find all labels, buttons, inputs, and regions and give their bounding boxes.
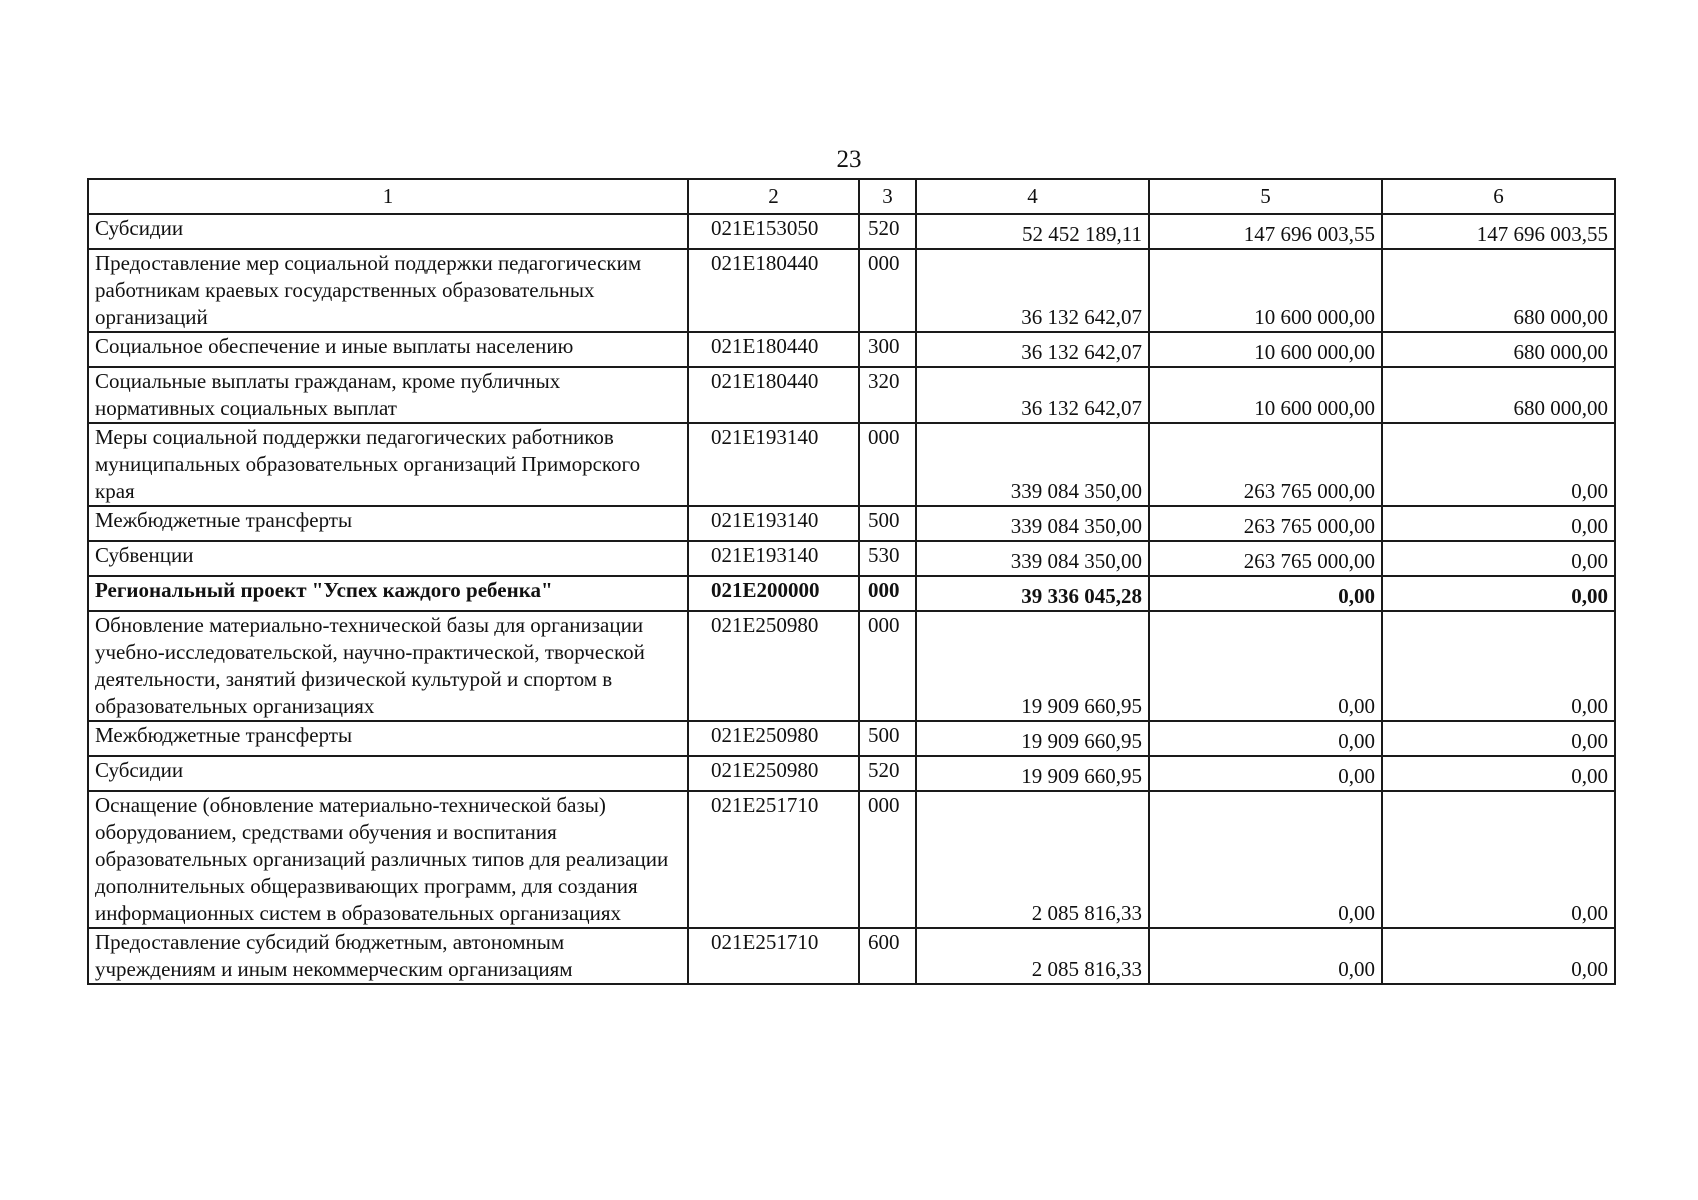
row-amount-col5: 10 600 000,00 bbox=[1149, 249, 1382, 332]
row-name-cell: Региональный проект "Успех каждого ребенка" bbox=[88, 576, 688, 611]
table-row bbox=[88, 367, 1615, 423]
row-amount-col6: 0,00 bbox=[1382, 541, 1615, 576]
row-amount-col6: 0,00 bbox=[1382, 576, 1615, 611]
row-amount-col6: 0,00 bbox=[1382, 928, 1615, 984]
row-amount-col6: 0,00 bbox=[1382, 611, 1615, 721]
row-amount-col6: 680 000,00 bbox=[1382, 332, 1615, 367]
row-name-cell: Обновление материально-технической базы для организации учебно-исследовательской, научно-практической, творческой деятельности, занятий физической культурой и спортом в образовательных организациях bbox=[88, 611, 688, 721]
row-amount-col4: 52 452 189,11 bbox=[916, 214, 1149, 249]
row-amount-col4: 36 132 642,07 bbox=[916, 249, 1149, 332]
table-row bbox=[88, 928, 1615, 984]
row-name-cell: Предоставление субсидий бюджетным, автономным учреждениям и иным некоммерческим организациям bbox=[88, 928, 688, 984]
row-amount-col5: 0,00 bbox=[1149, 611, 1382, 721]
row-type-cell: 600 bbox=[859, 928, 916, 984]
row-amount-col5: 0,00 bbox=[1149, 791, 1382, 928]
row-amount-col4: 2 085 816,33 bbox=[916, 928, 1149, 984]
row-amount-col4: 19 909 660,95 bbox=[916, 611, 1149, 721]
row-amount-col5: 263 765 000,00 bbox=[1149, 506, 1382, 541]
row-amount-col5: 263 765 000,00 bbox=[1149, 541, 1382, 576]
table-row bbox=[88, 541, 1615, 576]
table-row bbox=[88, 576, 1615, 611]
row-code-cell: 021E193140 bbox=[688, 423, 859, 506]
row-amount-col5: 10 600 000,00 bbox=[1149, 332, 1382, 367]
row-name-cell: Социальное обеспечение и иные выплаты населению bbox=[88, 332, 688, 367]
table-row bbox=[88, 756, 1615, 791]
column-header: 2 bbox=[688, 179, 859, 214]
table-row bbox=[88, 249, 1615, 332]
row-amount-col6: 680 000,00 bbox=[1382, 249, 1615, 332]
table-row bbox=[88, 214, 1615, 249]
row-amount-col5: 0,00 bbox=[1149, 756, 1382, 791]
row-type-cell: 500 bbox=[859, 721, 916, 756]
row-amount-col4: 339 084 350,00 bbox=[916, 541, 1149, 576]
row-code-cell: 021E180440 bbox=[688, 249, 859, 332]
table-header-row bbox=[88, 179, 1615, 214]
row-code-cell: 021E251710 bbox=[688, 791, 859, 928]
row-amount-col5: 0,00 bbox=[1149, 928, 1382, 984]
row-code-cell: 021E193140 bbox=[688, 541, 859, 576]
table-row bbox=[88, 791, 1615, 928]
row-amount-col6: 147 696 003,55 bbox=[1382, 214, 1615, 249]
column-header: 3 bbox=[859, 179, 916, 214]
row-amount-col5: 0,00 bbox=[1149, 576, 1382, 611]
row-name-cell: Субвенции bbox=[88, 541, 688, 576]
row-code-cell: 021E200000 bbox=[688, 576, 859, 611]
column-header: 4 bbox=[916, 179, 1149, 214]
row-amount-col6: 0,00 bbox=[1382, 423, 1615, 506]
row-code-cell: 021E180440 bbox=[688, 367, 859, 423]
row-type-cell: 000 bbox=[859, 423, 916, 506]
page-number: 23 bbox=[836, 146, 862, 173]
row-amount-col6: 680 000,00 bbox=[1382, 367, 1615, 423]
row-code-cell: 021E193140 bbox=[688, 506, 859, 541]
row-code-cell: 021E251710 bbox=[688, 928, 859, 984]
row-amount-col4: 36 132 642,07 bbox=[916, 332, 1149, 367]
row-amount-col4: 36 132 642,07 bbox=[916, 367, 1149, 423]
row-name-cell: Субсидии bbox=[88, 214, 688, 249]
row-code-cell: 021E250980 bbox=[688, 721, 859, 756]
row-name-cell: Межбюджетные трансферты bbox=[88, 506, 688, 541]
table-row bbox=[88, 506, 1615, 541]
row-amount-col6: 0,00 bbox=[1382, 791, 1615, 928]
row-type-cell: 520 bbox=[859, 214, 916, 249]
row-type-cell: 520 bbox=[859, 756, 916, 791]
row-name-cell: Межбюджетные трансферты bbox=[88, 721, 688, 756]
row-name-cell: Субсидии bbox=[88, 756, 688, 791]
row-amount-col4: 39 336 045,28 bbox=[916, 576, 1149, 611]
table-row bbox=[88, 332, 1615, 367]
row-code-cell: 021E250980 bbox=[688, 611, 859, 721]
row-amount-col4: 19 909 660,95 bbox=[916, 756, 1149, 791]
row-type-cell: 000 bbox=[859, 791, 916, 928]
table-row bbox=[88, 721, 1615, 756]
row-amount-col4: 2 085 816,33 bbox=[916, 791, 1149, 928]
row-amount-col5: 0,00 bbox=[1149, 721, 1382, 756]
row-amount-col6: 0,00 bbox=[1382, 721, 1615, 756]
row-code-cell: 021E153050 bbox=[688, 214, 859, 249]
row-type-cell: 000 bbox=[859, 611, 916, 721]
row-type-cell: 500 bbox=[859, 506, 916, 541]
column-header: 6 bbox=[1382, 179, 1615, 214]
row-name-cell: Социальные выплаты гражданам, кроме публичных нормативных социальных выплат bbox=[88, 367, 688, 423]
row-name-cell: Предоставление мер социальной поддержки педагогическим работникам краевых государственных образовательных организаций bbox=[88, 249, 688, 332]
table-row bbox=[88, 611, 1615, 721]
row-amount-col5: 263 765 000,00 bbox=[1149, 423, 1382, 506]
row-amount-col6: 0,00 bbox=[1382, 756, 1615, 791]
row-type-cell: 000 bbox=[859, 249, 916, 332]
row-type-cell: 300 bbox=[859, 332, 916, 367]
table-row bbox=[88, 423, 1615, 506]
row-amount-col4: 339 084 350,00 bbox=[916, 423, 1149, 506]
row-code-cell: 021E180440 bbox=[688, 332, 859, 367]
row-amount-col5: 10 600 000,00 bbox=[1149, 367, 1382, 423]
row-amount-col4: 339 084 350,00 bbox=[916, 506, 1149, 541]
row-amount-col4: 19 909 660,95 bbox=[916, 721, 1149, 756]
row-type-cell: 320 bbox=[859, 367, 916, 423]
table-body bbox=[88, 214, 1615, 984]
column-header: 5 bbox=[1149, 179, 1382, 214]
row-name-cell: Оснащение (обновление материально-технической базы) оборудованием, средствами обучения и воспитания образовательных организаций различных типов для реализации дополнительных общеразвивающих программ, для создания информационных систем в образовательных организациях bbox=[88, 791, 688, 928]
row-code-cell: 021E250980 bbox=[688, 756, 859, 791]
row-amount-col5: 147 696 003,55 bbox=[1149, 214, 1382, 249]
row-amount-col6: 0,00 bbox=[1382, 506, 1615, 541]
row-type-cell: 530 bbox=[859, 541, 916, 576]
column-header: 1 bbox=[88, 179, 688, 214]
budget-table bbox=[87, 178, 1616, 985]
row-name-cell: Меры социальной поддержки педагогических работников муниципальных образовательных организаций Приморского края bbox=[88, 423, 688, 506]
row-type-cell: 000 bbox=[859, 576, 916, 611]
